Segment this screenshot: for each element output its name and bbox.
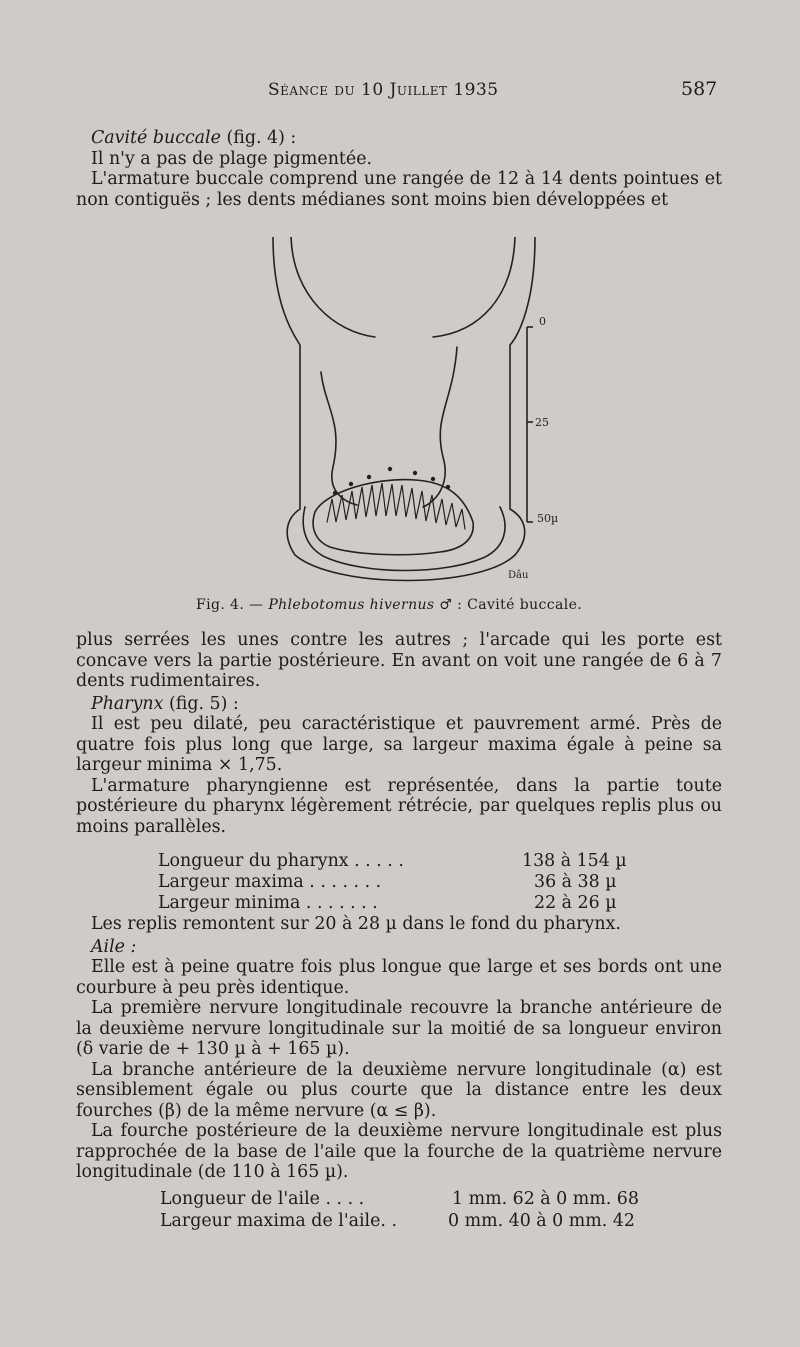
rudimentary-tooth	[367, 475, 371, 479]
paragraph: Elle est à peine quatre fois plus longue que large et ses bords ont une courbure à peu près identique.	[76, 957, 722, 998]
caption-species: Phlebotomus hivernus	[268, 597, 435, 613]
scale-label-25: 25	[535, 416, 549, 429]
figure-reference: (fig. 5) :	[168, 693, 239, 714]
heading-text: Aile :	[91, 936, 137, 957]
measurement-value: 22 à 26 µ	[534, 893, 617, 913]
pharynx-wall-right	[423, 347, 457, 507]
inner-curve-left	[291, 237, 375, 337]
paragraph: Il n'y a pas de plage pigmentée.	[91, 148, 373, 169]
paragraph: La fourche postérieure de la deuxième nervure longitudinale est plus rapprochée de la base de l'aile que la fourche de la quatrième nervure longitudinale (de 110 à 165 µ).	[76, 1121, 722, 1182]
figure-caption	[196, 597, 582, 613]
section-heading	[76, 694, 722, 715]
rudimentary-tooth	[431, 477, 435, 481]
rudimentary-tooth	[446, 485, 450, 489]
paragraph: La branche antérieure de la deuxième nervure longitudinale (α) est sensiblement égale ou plus courte que la distance entre les deux fourches (β) de la même nervure (α ≤ β).	[76, 1059, 722, 1121]
measurement-label: Longueur de l'aile . . . .	[160, 1189, 365, 1209]
paragraph: Les replis remontent sur 20 à 28 µ dans le fond du pharynx.	[91, 914, 621, 934]
scale-label-0: 0	[539, 315, 546, 328]
measurement-label: Largeur minima . . . . . . .	[158, 893, 378, 913]
paragraph: Il est peu dilaté, peu caractéristique et pauvrement armé. Près de quatre fois plus long que large, sa largeur maxima égale à peine sa largeur minima × 1,75.	[76, 714, 722, 775]
measurement-value: 36 à 38 µ	[534, 872, 617, 892]
section-cavite-buccale	[76, 128, 722, 210]
rudimentary-tooth	[333, 491, 337, 495]
page-number: 587	[681, 78, 718, 100]
measurement-label: Largeur maxima . . . . . . .	[158, 872, 382, 892]
section-heading	[76, 937, 722, 958]
outer-outline	[273, 237, 535, 581]
section-aile	[76, 914, 722, 1183]
inner-rim	[303, 507, 505, 571]
paragraph: plus serrées les unes contre les autres ; l'arcade qui les porte est concave vers la partie postérieure. En avant on voit une rangée de 6 à 7 dents rudimentaires.	[76, 630, 722, 691]
rudimentary-tooth	[413, 471, 417, 475]
rudimentary-tooth	[388, 467, 392, 471]
scale-label-50: 50µ	[537, 512, 559, 525]
figure-reference: (fig. 4) :	[226, 128, 297, 148]
paragraph: L'armature buccale comprend une rangée de 12 à 14 dents pointues et non contiguës ; les dents médianes sont moins bien développées et	[76, 169, 722, 210]
caption-prefix: Fig. 4. —	[196, 597, 269, 613]
measurement-value: 0 mm. 40 à 0 mm. 42	[448, 1211, 635, 1231]
inner-curve-right	[433, 237, 515, 337]
rudimentary-tooth	[349, 482, 353, 486]
measurement-label: Largeur maxima de l'aile. .	[160, 1211, 397, 1231]
measurement-value: 138 à 154 µ	[522, 851, 627, 871]
figure-4-drawing	[265, 237, 565, 592]
measurement-value: 1 mm. 62 à 0 mm. 68	[452, 1189, 639, 1209]
paragraph: L'armature pharyngienne est représentée, dans la partie toute postérieure du pharynx légèrement rétrécie, par quelques replis plus ou moins parallèles.	[76, 775, 722, 837]
section-heading	[76, 128, 722, 149]
heading-text: Cavité buccale	[91, 128, 221, 148]
artist-signature: Dâu	[508, 570, 529, 581]
heading-text: Pharynx	[91, 693, 164, 714]
caption-suffix: ♂ : Cavité buccale.	[434, 597, 583, 613]
measurement-label: Longueur du pharynx . . . . .	[158, 851, 404, 871]
section-pharynx	[76, 630, 722, 837]
running-title: Séance du 10 Juillet 1935	[268, 80, 499, 100]
paragraph: La première nervure longitudinale recouvre la branche antérieure de la deuxième nervure longitudinale sur la moitié de sa longueur environ (δ varie de + 130 µ à + 165 µ).	[76, 998, 722, 1059]
